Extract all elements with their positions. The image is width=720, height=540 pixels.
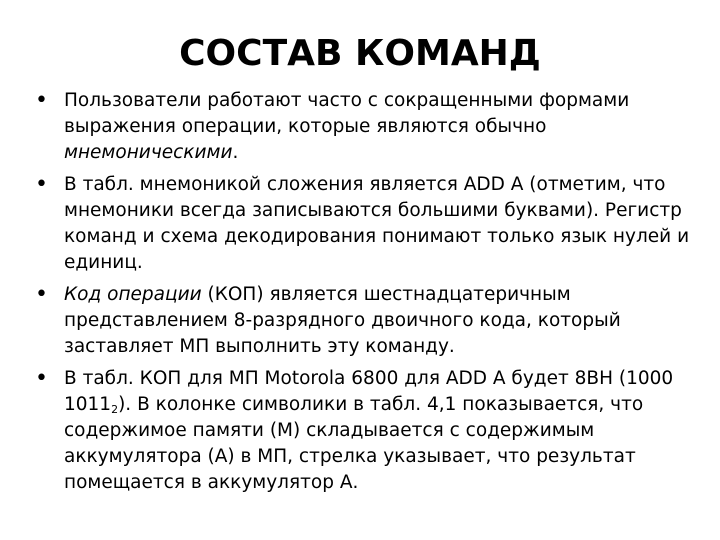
bullet-icon: •	[35, 172, 48, 197]
slide-title: СОСТАВ КОМАНД	[179, 33, 541, 74]
item-emphasis: мнемоническими	[64, 142, 233, 163]
item-text: В табл. мнемоникой сложения является ADD A (отметим, что мнемоники всегда записываются большими буквами). Регистр команд и схема декодирования понимают только язык нулей и единиц.	[64, 174, 690, 273]
list-item	[35, 172, 695, 276]
item-text-end: .	[232, 142, 239, 163]
list-item	[35, 366, 695, 496]
item-text: В табл. КОП для МП Motorola 6800 для ADD A будет 8BH (1000 1011	[64, 368, 674, 415]
list-item	[35, 88, 695, 166]
item-text: (КОП) является шестнадцатеричным представлением 8-разрядного двоичного кода, который заставляет МП выполнить эту команду.	[64, 284, 621, 357]
bullet-icon: •	[35, 282, 48, 307]
item-emphasis: Код операции	[64, 284, 202, 305]
bullet-icon: •	[35, 366, 48, 391]
bullet-list	[35, 88, 695, 502]
item-text: Пользователи работают часто с сокращенными формами выражения операции, которые являются обычно	[64, 90, 630, 137]
bullet-icon: •	[35, 88, 48, 113]
list-item	[35, 282, 695, 360]
item-text-end: ). В колонке символики в табл. 4,1 показывается, что содержимое памяти (М) складывается с содержимым аккумулятора (А) в МП, стрелка указывает, что результат помещается в аккумулятор А.	[64, 394, 644, 493]
subscript: 2	[111, 403, 119, 416]
